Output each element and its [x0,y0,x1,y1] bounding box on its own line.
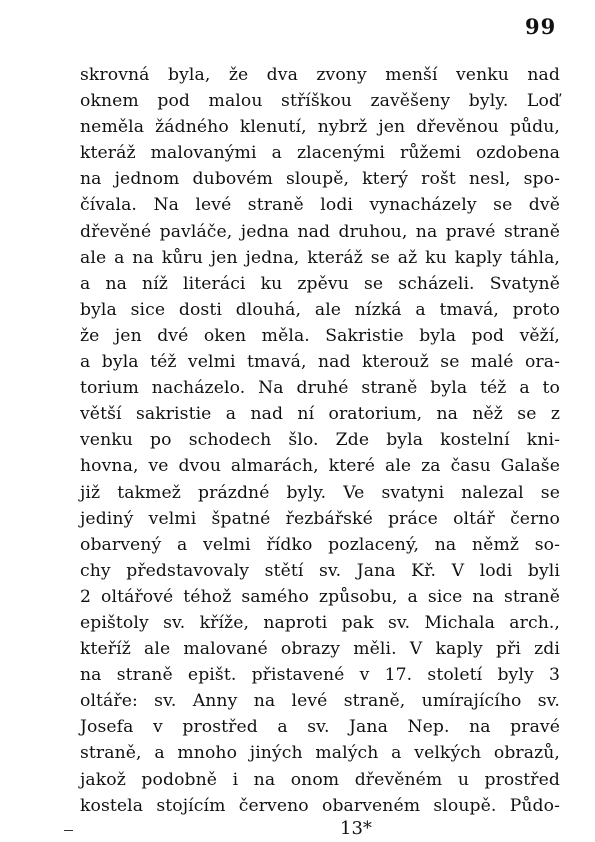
text-line: 2 oltářové téhož samého způsobu, a sice na straně [80,586,560,607]
text-line: na straně epišt. přistavené v 17. století byly 3 [80,665,560,686]
text-line: a byla též velmi tmavá, nad kterouž se malé ora- [80,352,560,373]
text-line: neměla žádného klenutí, nybrž jen dřevěnou půdu, [80,117,560,138]
text-line: ale a na kůru jen jedna, kteráž se až ku kaply táhla, [80,247,560,268]
text-line: hovna, ve dvou almarách, které ale za času Galaše [80,456,560,477]
text-line: obarvený a velmi řídko pozlacený, na němž so- [80,534,560,555]
margin-dash [64,830,73,831]
signature-mark: 13* [340,818,372,839]
text-line: že jen dvé oken měla. Sakristie byla pod věží, [80,325,560,346]
text-line: oltáře: sv. Anny na levé straně, umírajícího sv. [80,691,560,712]
text-line: byla sice dosti dlouhá, ale nízká a tmavá, proto [80,299,560,320]
text-line: skrovná byla, že dva zvony menší venku nad [80,65,560,85]
text-line: čívala. Na levé straně lodi vynacházely se dvě [80,195,560,216]
text-line: a na níž literáci ku zpěvu se scházeli. Svatyně [80,273,560,294]
text-line: kostela stojícím červeno obarveném sloupě. Půdo- [80,795,560,816]
text-line: větší sakristie a nad ní oratorium, na něž se z [80,404,560,425]
text-line: venku po schodech šlo. Zde byla kostelní kni- [80,430,560,451]
body-text [80,62,560,819]
text-line: Josefa v prostřed a sv. Jana Nep. na pravé [80,717,560,738]
text-line: na jednom dubovém sloupě, který rošt nesl, spo- [80,169,560,190]
text-line: kteráž malovanými a zlacenými růžemi ozdobena [80,143,560,164]
text-line: kteříž ale malované obrazy měli. V kaply při zdi [80,639,560,660]
text-line: jakož podobně i na onom dřevěném u prostřed [80,769,560,790]
text-line: straně, a mnoho jiných malých a velkých obrazů, [80,743,560,764]
text-line: již takmež prázdné byly. Ve svatyni nalezal se [80,482,560,503]
page-number: 99 [525,14,557,39]
text-line: jediný velmi špatné řezbářské práce oltář černo [80,508,560,529]
text-line: epištoly sv. kříže, naproti pak sv. Michala arch., [80,612,560,633]
text-line: dřevěné pavláče, jedna nad druhou, na pravé straně [80,221,560,242]
text-line: chy představovaly stětí sv. Jana Kř. V lodi byli [80,560,560,581]
text-line: oknem pod malou stříškou zavěšeny byly. Loď [80,91,560,112]
text-line: torium nacházelo. Na druhé straně byla též a to [80,378,560,399]
